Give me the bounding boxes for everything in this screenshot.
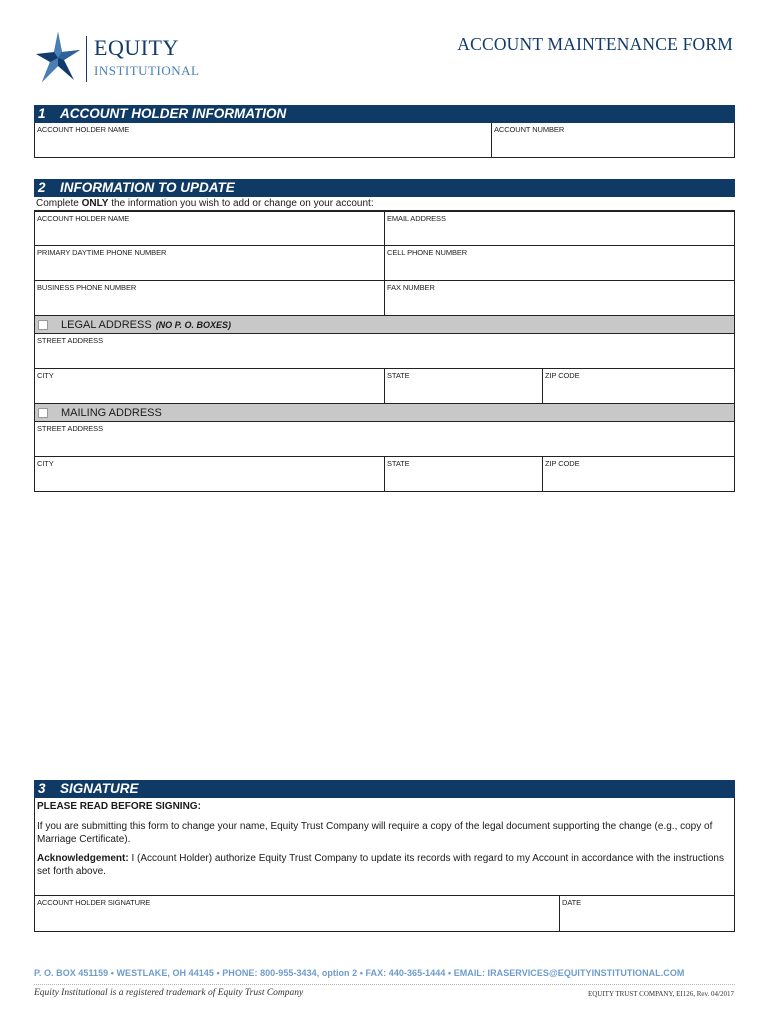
account-number-field[interactable] bbox=[492, 123, 734, 157]
field-label: ACCOUNT HOLDER SIGNATURE bbox=[37, 898, 151, 907]
field-label: CELL PHONE NUMBER bbox=[387, 248, 468, 257]
fax-number-field[interactable] bbox=[385, 281, 734, 315]
instructions-emphasis: ONLY bbox=[81, 198, 109, 209]
section-2-title: INFORMATION TO UPDATE bbox=[60, 180, 235, 195]
footer-contact-line: P. O. BOX 451159 • WESTLAKE, OH 44145 • PHONE: 800-955-3434, option 2 • FAX: 440-365-1444 • EMAIL: IRASERVICES@EQUITYINSTITUTIONAL.COM bbox=[34, 968, 685, 978]
section-1-number: 1 bbox=[38, 106, 46, 121]
mailing-address-title: MAILING ADDRESS bbox=[61, 406, 162, 419]
field-label: ZIP CODE bbox=[545, 459, 580, 468]
legal-state-field[interactable] bbox=[385, 369, 543, 403]
date-field[interactable] bbox=[560, 896, 734, 931]
field-label: CITY bbox=[37, 459, 54, 468]
logo-text-institutional: INSTITUTIONAL bbox=[94, 63, 200, 78]
section-2-header bbox=[34, 179, 735, 197]
footer-trademark: Equity Institutional is a registered trademark of Equity Trust Company bbox=[34, 988, 304, 998]
primary-phone-field[interactable] bbox=[35, 246, 385, 280]
cell-phone-field[interactable] bbox=[385, 246, 734, 280]
legal-address-header bbox=[34, 316, 735, 334]
section-1-row bbox=[34, 123, 735, 158]
field-label: ACCOUNT HOLDER NAME bbox=[37, 214, 130, 223]
account-holder-name-field[interactable] bbox=[35, 123, 492, 157]
section-1-header bbox=[34, 105, 735, 123]
legal-city-field[interactable] bbox=[35, 369, 385, 403]
phone-row bbox=[34, 246, 735, 281]
legal-street-row bbox=[34, 334, 735, 369]
field-label: STATE bbox=[387, 459, 410, 468]
please-read-heading: PLEASE READ BEFORE SIGNING: bbox=[37, 801, 201, 812]
signature-row bbox=[34, 896, 735, 932]
field-label: STREET ADDRESS bbox=[37, 424, 103, 433]
account-holder-signature-field[interactable] bbox=[35, 896, 560, 931]
legal-street-address-field[interactable] bbox=[35, 334, 734, 368]
mailing-street-row bbox=[34, 422, 735, 457]
section-2-number: 2 bbox=[38, 180, 46, 195]
star-compass-icon bbox=[34, 30, 82, 86]
signature-instructions bbox=[34, 798, 735, 896]
equity-institutional-logo bbox=[34, 30, 204, 90]
section-3-number: 3 bbox=[38, 781, 46, 796]
legal-zip-code-field[interactable] bbox=[543, 369, 734, 403]
new-account-holder-name-field[interactable] bbox=[35, 212, 385, 245]
field-label: FAX NUMBER bbox=[387, 283, 435, 292]
section-information-to-update bbox=[34, 179, 735, 492]
field-label: BUSINESS PHONE NUMBER bbox=[37, 283, 137, 292]
logo-text-equity: EQUITY bbox=[94, 35, 179, 60]
legal-address-checkbox[interactable] bbox=[38, 320, 48, 330]
acknowledgement-paragraph bbox=[37, 852, 732, 879]
mailing-street-address-field[interactable] bbox=[35, 422, 734, 456]
field-label: DATE bbox=[562, 898, 582, 907]
mailing-city-field[interactable] bbox=[35, 457, 385, 491]
mailing-city-state-zip-row bbox=[34, 457, 735, 492]
field-label: ACCOUNT HOLDER NAME bbox=[37, 125, 130, 134]
name-email-row bbox=[34, 211, 735, 246]
acknowledgement-label: Acknowledgement: bbox=[37, 852, 129, 864]
footer-divider bbox=[34, 984, 735, 985]
form-title: ACCOUNT MAINTENANCE FORM bbox=[457, 34, 733, 54]
section-account-holder-information bbox=[34, 105, 735, 158]
email-address-field[interactable] bbox=[385, 212, 734, 245]
section-3-header bbox=[34, 780, 735, 798]
field-label: CITY bbox=[37, 371, 54, 380]
field-label: ZIP CODE bbox=[545, 371, 580, 380]
acknowledgement-text: I (Account Holder) authorize Equity Trust Company to update its records with regard to my Account in accordance with the instructions set forth above. bbox=[37, 852, 724, 877]
section-1-title: ACCOUNT HOLDER INFORMATION bbox=[60, 106, 287, 121]
section-2-instructions bbox=[34, 197, 735, 211]
field-label: STREET ADDRESS bbox=[37, 336, 103, 345]
mailing-state-field[interactable] bbox=[385, 457, 543, 491]
legal-address-title: LEGAL ADDRESS bbox=[61, 318, 152, 331]
section-signature bbox=[34, 780, 735, 932]
mailing-address-checkbox[interactable] bbox=[38, 408, 48, 418]
legal-city-state-zip-row bbox=[34, 369, 735, 404]
field-label: EMAIL ADDRESS bbox=[387, 214, 446, 223]
name-change-paragraph: If you are submitting this form to change your name, Equity Trust Company will require a copy of the legal document supporting the change (e.g., copy of Marriage Certificate). bbox=[37, 820, 713, 845]
business-fax-row bbox=[34, 281, 735, 316]
instructions-suffix: the information you wish to add or change on your account: bbox=[108, 198, 374, 209]
page-header bbox=[0, 0, 768, 100]
field-label: STATE bbox=[387, 371, 410, 380]
section-3-title: SIGNATURE bbox=[60, 781, 139, 796]
instructions-prefix: Complete bbox=[36, 198, 82, 209]
footer-form-id: EQUITY TRUST COMPANY, EI126, Rev. 04/2017 bbox=[587, 990, 734, 998]
mailing-address-header bbox=[34, 404, 735, 422]
field-label: PRIMARY DAYTIME PHONE NUMBER bbox=[37, 248, 167, 257]
field-label: ACCOUNT NUMBER bbox=[494, 125, 565, 134]
legal-address-note: (NO P. O. BOXES) bbox=[155, 319, 232, 330]
business-phone-field[interactable] bbox=[35, 281, 385, 315]
logo-divider bbox=[86, 36, 87, 82]
mailing-zip-code-field[interactable] bbox=[543, 457, 734, 491]
